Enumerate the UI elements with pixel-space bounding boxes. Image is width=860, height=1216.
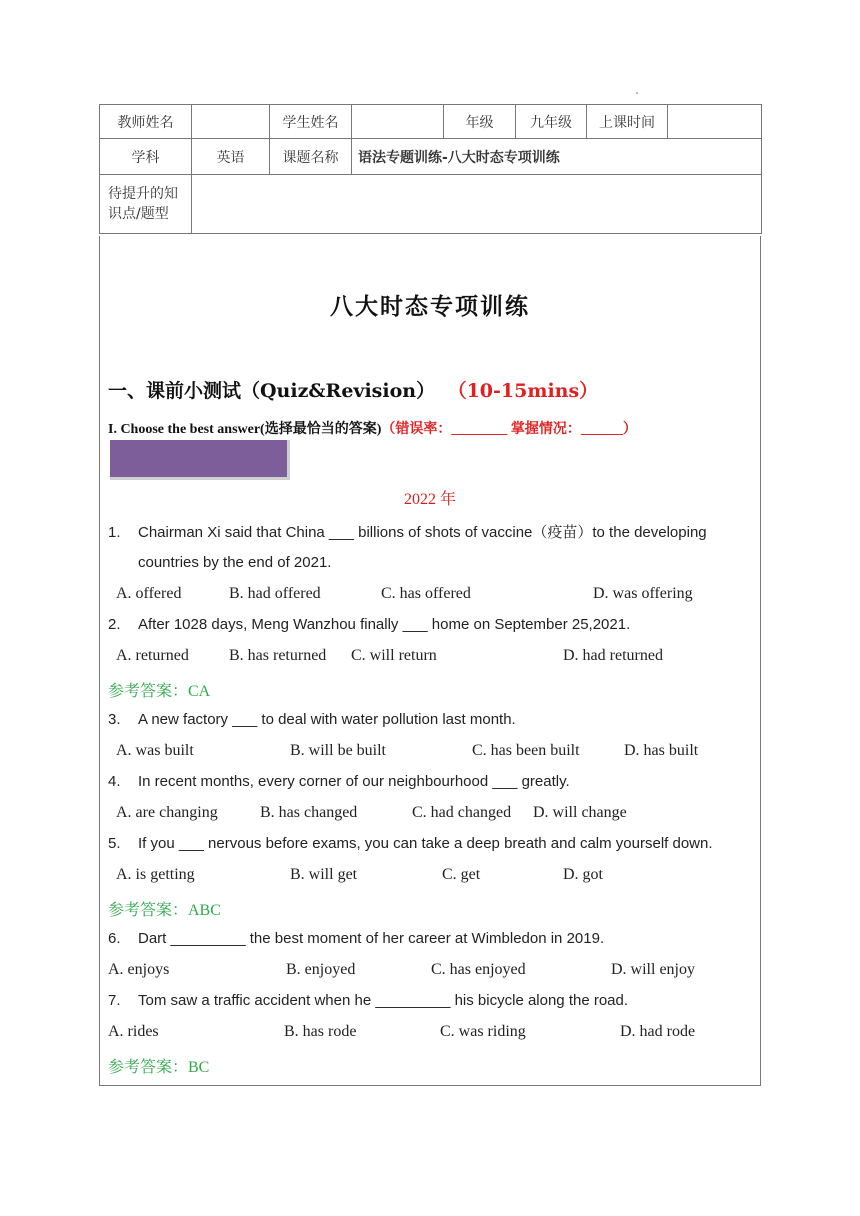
question-3 [108,711,516,728]
option-d[interactable]: D. will change [533,804,627,821]
question-text: Tom saw a traffic accident when he _________ his bicycle along the road. [138,992,629,1009]
grade-label: 年级 [444,105,516,139]
question-1-continued: countries by the end of 2021. [138,554,332,571]
question-text: Chairman Xi said that China ___ billions of shots of vaccine（疫苗）to the developing [138,524,707,541]
question-number: 4. [108,773,121,790]
option-a[interactable]: A. is getting [116,866,195,883]
option-a[interactable]: A. offered [116,585,182,602]
answer-key-3: 参考答案：BC [108,1059,210,1076]
instruction-text: I. Choose the best answer(选择最恰当的答案) [108,422,382,437]
option-b[interactable]: B. will be built [290,742,386,759]
question-1 [108,521,707,542]
subject-value: 英语 [192,139,270,175]
class-time-label: 上课时间 [587,105,668,139]
section-time: （10-15mins） [457,380,599,402]
teacher-name-field[interactable] [192,105,270,139]
option-b[interactable]: B. had offered [229,585,321,602]
option-b[interactable]: B. has returned [229,647,327,664]
question-text: If you ___ nervous before exams, you can take a deep breath and calm yourself down. [138,835,713,852]
worksheet-body [99,236,761,1086]
question-number: 6. [108,930,121,947]
option-d[interactable]: D. was offering [593,585,693,602]
answer-key-2: 参考答案：ABC [108,902,221,919]
purple-banner [110,440,290,480]
topic-value: 语法专题训练-八大时态专项训练 [352,139,762,175]
question-text: After 1028 days, Meng Wanzhou finally ___ home on September 25,2021. [138,616,631,633]
question-4 [108,773,570,790]
question-text: Dart _________ the best moment of her career at Wimbledon in 2019. [138,930,605,947]
option-b[interactable]: B. has changed [260,804,358,821]
option-a[interactable]: A. are changing [116,804,218,821]
question-number: 5. [108,835,121,852]
option-b[interactable]: B. will get [290,866,358,883]
knowledge-points-label-line1: 待提升的知 [108,186,178,202]
option-d[interactable]: D. had rode [620,1023,696,1040]
question-number: 7. [108,992,121,1009]
option-c[interactable]: C. was riding [440,1023,526,1040]
option-d[interactable]: D. has built [624,742,699,759]
option-d[interactable]: D. got [563,866,603,883]
option-c[interactable]: C. had changed [412,804,512,821]
student-name-label: 学生姓名 [270,105,352,139]
option-c[interactable]: C. has enjoyed [431,961,526,978]
instruction-line [108,418,637,438]
option-a[interactable]: A. returned [116,647,189,664]
knowledge-points-field[interactable] [192,175,762,234]
question-text: A new factory ___ to deal with water pollution last month. [138,711,516,728]
question-text: In recent months, every corner of our neighbourhood ___ greatly. [138,773,570,790]
question-7 [108,992,628,1009]
option-b[interactable]: B. has rode [284,1023,357,1040]
topic-label: 课题名称 [270,139,352,175]
year-heading: 2022 年 [403,491,456,508]
page-dot [636,92,638,94]
subject-label: 学科 [100,139,192,175]
option-d[interactable]: D. will enjoy [611,961,695,978]
option-c[interactable]: C. has been built [472,742,580,759]
option-a[interactable]: A. enjoys [108,961,170,978]
student-name-field[interactable] [352,105,444,139]
knowledge-points-label [100,175,192,234]
grade-value: 九年级 [516,105,587,139]
knowledge-points-label-line2: 识点/题型 [108,206,169,222]
class-time-field[interactable] [668,105,762,139]
worksheet-title: 八大时态专项训练 [330,293,530,320]
option-b[interactable]: B. enjoyed [286,961,356,978]
option-a[interactable]: A. was built [116,742,194,759]
question-number: 1. [108,524,121,541]
question-number: 3. [108,711,121,728]
answer-key-1: 参考答案：CA [108,683,211,700]
option-c[interactable]: C. will return [351,647,437,664]
lesson-info-table [99,104,762,234]
question-number: 2. [108,616,121,633]
question-6 [108,930,604,947]
section-heading-text: 一、课前小测试（Quiz&Revision） [108,380,436,402]
question-2 [108,616,630,633]
question-5 [108,835,713,852]
option-c[interactable]: C. get [442,866,481,883]
option-d[interactable]: D. had returned [563,647,663,664]
option-a[interactable]: A. rides [108,1023,159,1040]
option-c[interactable]: C. has offered [381,585,471,602]
instruction-stats: （错误率：________ 掌握情况：______） [381,422,637,437]
teacher-name-label: 教师姓名 [100,105,192,139]
section-heading [108,376,598,403]
